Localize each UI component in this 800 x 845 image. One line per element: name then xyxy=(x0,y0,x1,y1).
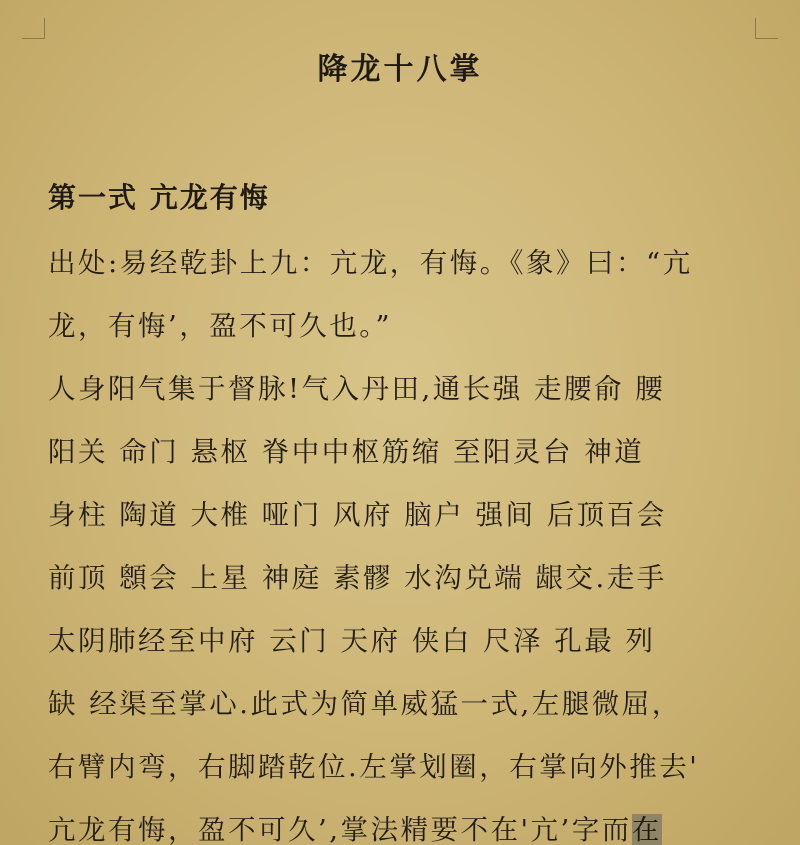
body-text[interactable] xyxy=(48,232,758,845)
text-line[interactable]: 身柱 陶道 大椎 哑门 风府 脑户 强间 后顶百会 xyxy=(48,499,667,531)
document-title[interactable]: 降龙十八掌 xyxy=(317,52,483,87)
text-line[interactable]: 缺 经渠至掌心.此式为简单威猛一式,左腿微屈， xyxy=(48,688,682,720)
text-line[interactable]: 人身阳气集于督脉!气入丹田,通长强 走腰俞 腰 xyxy=(48,373,666,405)
text-line[interactable]: 出处:易经乾卦上九：亢龙，有悔。《象》曰：“亢 xyxy=(48,247,693,279)
text-line-last[interactable] xyxy=(48,799,758,845)
text-line[interactable]: 太阴肺经至中府 云门 天府 侠白 尺泽 孔最 列 xyxy=(48,625,656,657)
text-line[interactable]: 阳关 命门 悬枢 脊中中枢筋缩 至阳灵台 神道 xyxy=(48,436,645,468)
crop-mark-top-left xyxy=(22,18,45,39)
crop-mark-top-right xyxy=(755,18,778,39)
text-line-content[interactable]: 亢龙有悔，盈不可久’,掌法精要不在'亢’字而 xyxy=(48,814,632,845)
text-line[interactable]: 龙，有悔’，盈不可久也。” xyxy=(48,310,393,342)
text-line[interactable]: 右臂内弯，右脚踏乾位.左掌划圈，右掌向外推去' xyxy=(48,751,700,783)
text-line[interactable]: 前顶 顖会 上星 神庭 素髎 水沟兑端 龈交.走手 xyxy=(48,562,667,594)
text-selection[interactable]: 在 xyxy=(631,814,662,845)
section-heading[interactable]: 第一式 亢龙有悔 xyxy=(48,181,270,214)
